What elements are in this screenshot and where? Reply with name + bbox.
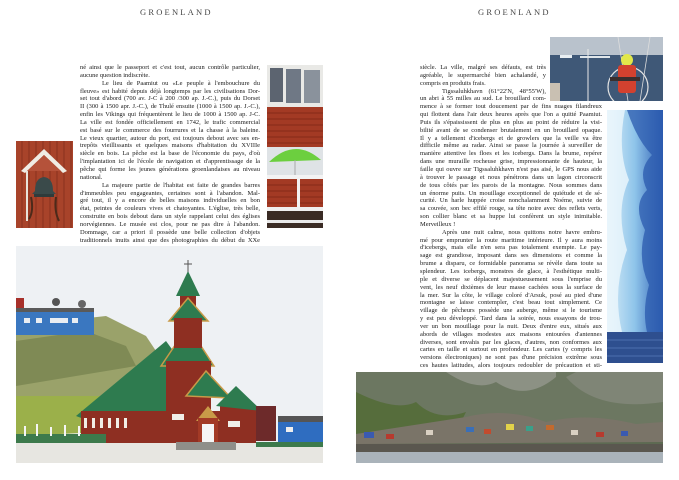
text-line: construite en bois debout dans un style rappelant celui des églises [80, 213, 260, 221]
text-line: versions électroniques) ne sont pas d'une précision extrême sous [420, 354, 602, 362]
text-line: d'icebergs, mais elle n'en sera pas totalement exempte. Le pay- [420, 244, 602, 252]
text-line: un abri à 55 milles au sud. Le brouillard com- [420, 95, 546, 103]
text-line: son collier blanc et sa huppe lui confèrent un style inimitable. [420, 213, 602, 221]
left-text-block [80, 64, 260, 244]
text-line: la mer. Sur la côte, le village coloré d'Arsuk, posé au pied d'une [420, 291, 602, 299]
text-line: pêche qui forme les jeunes générations groenlandaises au niveau [80, 165, 260, 173]
text-line: ple et diverse se déplacent majestueusement sous l'emprise du [420, 275, 602, 283]
running-head: GROENLAND [140, 7, 213, 17]
text-line: Il y a tellement d'icebergs et de growlers que la veille va être [420, 134, 602, 142]
text-line: diverses, sont envahis par les glaces, d'autres, non conformes aux [420, 338, 602, 346]
right-text-block-narrow [420, 64, 546, 103]
text-line: ces hautes latitudes, alors toujours redoubler de précaution et sti- [420, 362, 602, 370]
text-line: cartes en taille et surtout en profondeur. Les cartes (y compris les [420, 346, 602, 354]
text-line: Dommage, car a priori il possède une belle collection d'objets [80, 228, 260, 236]
text-line: bilité avant de se condenser brutalement en un brouillard opaque. [420, 126, 602, 134]
text-line: set tout d'abord (700 av. J-C à 200 /300 ap. J.-C.), puis du Dorset [80, 95, 260, 103]
text-line: village de pêcheurs possède une auberge, même si le tourisme [420, 307, 602, 315]
bell-photo [16, 141, 73, 228]
text-line: difficile même au radar. Ainsi se passe la journée à surveiller de [420, 142, 602, 150]
text-line: mé pour emprunter la route maritime intérieure. Il y aura moins [420, 236, 602, 244]
right-page [340, 0, 679, 480]
text-line: brume a disparu, ce formidable panorama se révèle dans toute sa [420, 260, 602, 268]
text-line: Puis ils s'épaississent de plus en plus au point de réduire la visi- [420, 118, 602, 126]
text-line: curité. Un harle huppée croise nonchalamment Noéme, suivie de [420, 197, 602, 205]
text-line: ver un bon mouillage pour la nuit. Deux d'entre eux, situés aux [420, 322, 602, 330]
text-line: mence à se former tout doucement par de fins nuages filandreux [420, 103, 602, 111]
text-line: manière attentive les floes et les icebergs. Dans la brume, repérer [420, 150, 602, 158]
left-page [0, 0, 339, 480]
text-line: gré tout, il y a encore de belles maisons individuelles en bon [80, 197, 260, 205]
text-line: II (300 à 1500 apr. J.-C.), de Thulé ensuite (1000 à 1500 ap. J.-C.), [80, 103, 260, 111]
text-line: compris en produits frais. [420, 79, 486, 87]
text-line: y est peu développé. Tard dans la soirée, nous essayons de trou- [420, 315, 602, 323]
text-line: montagne se laisse contempler, c'est beau tout simplement. Ce [420, 299, 602, 307]
text-line: Tigssaluhkhavn (61°22'N, 48°55'W), [442, 87, 546, 95]
text-line: fleuve» est habité depuis déjà longtemps par les civilisations Dor- [80, 87, 260, 95]
church-photo [16, 246, 323, 463]
text-line: La ville est fondée officiellement en 1742, le trafic commercial [80, 118, 260, 126]
text-line: Merveilleux ! [420, 220, 456, 228]
right-text-block [420, 103, 602, 370]
text-line: qui flottent dans l'air deux heures après que l'on a quitté Paamiut. [420, 111, 602, 119]
text-line: Le lieu de Paamiut ou «Le peuple à l'embouchure du [102, 79, 260, 87]
text-line: splendeur. Les icebergs, monstres de glace, à l'esthétique multi- [420, 267, 602, 275]
text-line: sage est grandiose, imposant dans ses dimensions et comme la [420, 252, 602, 260]
text-line: traditionnels inuits ainsi que des photographies du début du XXe [80, 236, 260, 244]
text-line: de tous côtés par les parois de la montagne. Nous sommes dans [420, 181, 602, 189]
text-line: Après une nuit calme, nous quittons notre havre embru- [442, 228, 602, 236]
text-line: siècle en bois. La pêche est la base de l'économie du pays, d'où [80, 150, 260, 158]
text-line: né ainsi que le passeport et c'est tout, aucun contrôle particulier, [80, 64, 260, 71]
text-line: siècle. La ville, malgré ses défauts, est très [420, 64, 546, 71]
text-line: faille qui ouvre sur Tigssaluhkhavn n'est pas aisé, le GPS nous aide [420, 166, 602, 173]
text-line: à trouver le passage et nous pénétrons dans un lagon circonscrit [420, 173, 602, 181]
text-line: Le vieux quartier, autour du port, est toujours debout avec ses en- [80, 134, 260, 142]
text-line: agréable, le supermarché bien achalandé, y [420, 71, 546, 79]
text-line: enfin les Vikings qui fréquentèrent le lieu de 1000 à 1500 ap. J-C. [80, 111, 260, 119]
sailing-photo [550, 37, 663, 101]
text-line: dans une muraille rocheuse grise, impressionnante de hauteur, la [420, 158, 602, 166]
text-line: d'immeubles peu engageantes, certaines sont à l'abandon. Mal- [80, 189, 260, 197]
balcony-photo [267, 65, 323, 228]
text-line: sa couvée, son bec effilé rouge, sa tête noire avec des reflets verts, [420, 205, 602, 213]
village-photo [356, 372, 663, 463]
text-line: trepôts vieillissants et quelques maisons d'habitation du XVIIIe [80, 142, 260, 150]
iceberg-photo [607, 110, 663, 363]
text-line: aucune question indiscrète. [80, 71, 150, 79]
text-line: état, peintes de couleurs vives et chatoyantes. L'église, très belle, [80, 205, 260, 213]
text-line: un énorme puits. Un mouillage exceptionnel de quiétude et de sé- [420, 189, 602, 197]
text-line: vent, les neuf dixièmes de leur masse cachées sous la surface de [420, 283, 602, 291]
text-line: abords de villages modestes aux maisons entourées d'antennes [420, 330, 602, 338]
running-head: GROENLAND [478, 7, 551, 17]
text-line: norvégiennes. Le musée est clos, pour ne pas dire à l'abandon. [80, 220, 260, 228]
text-line: La majeure partie de l'habitat est faite de grandes barres [102, 181, 260, 189]
text-line: l'implantation ici de l'école de navigation et d'apprentissage de la [80, 158, 260, 166]
text-line: national. [80, 173, 103, 181]
text-line: est basé sur le commerce des fourrures et la chasse à la baleine. [80, 126, 260, 134]
